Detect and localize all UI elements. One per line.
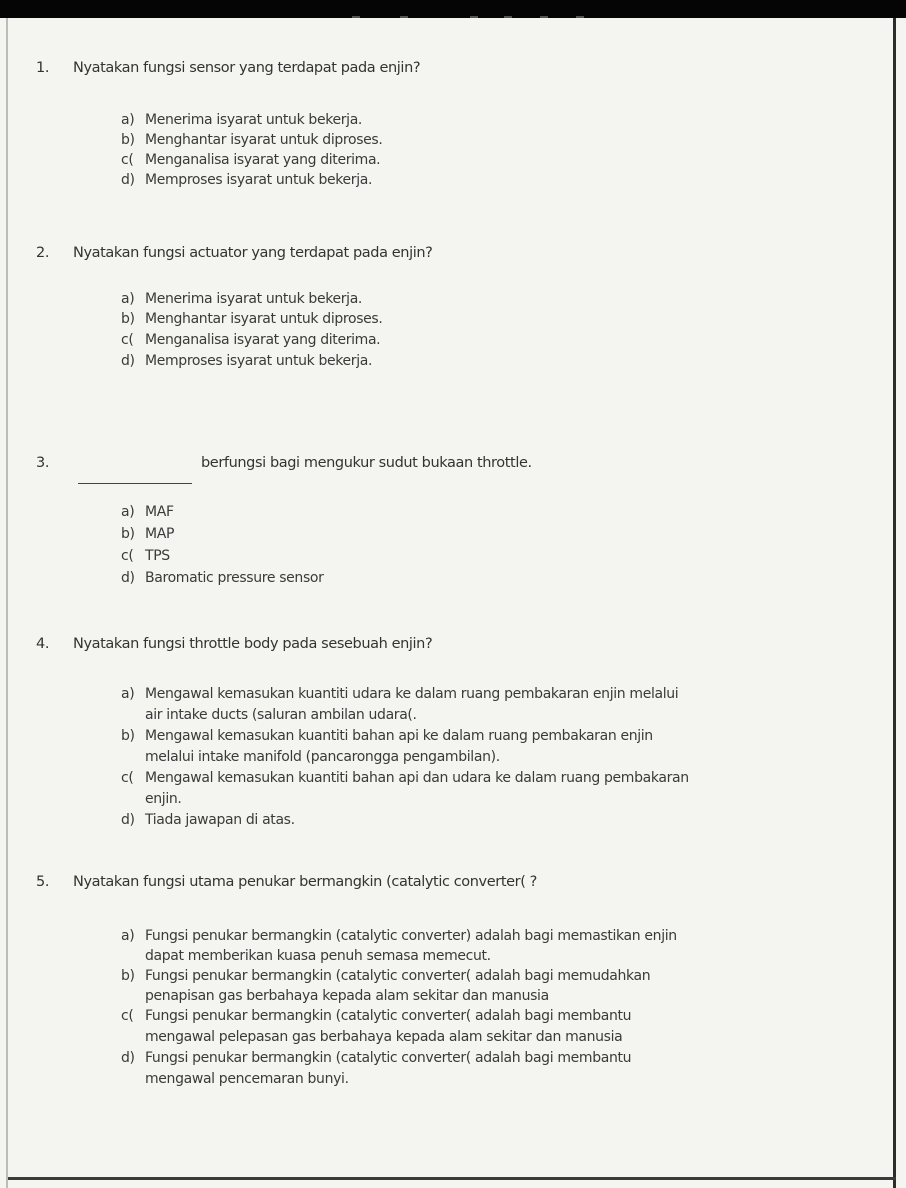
option-letter: a) <box>121 291 135 307</box>
option-letter: c( <box>121 1008 134 1024</box>
option-text: Mengawal kemasukan kuantiti bahan api ke dalam ruang pembakaran enjin <box>145 728 653 744</box>
option-text: Menghantar isyarat untuk diproses. <box>145 311 383 327</box>
option-text: Menerima isyarat untuk bekerja. <box>145 291 363 307</box>
option-text-continued: dapat memberikan kuasa penuh semasa memecut. <box>145 948 491 964</box>
option-letter: c( <box>121 152 134 168</box>
right-margin <box>896 18 906 1188</box>
question-number: 2. <box>36 245 50 261</box>
option-text: Tiada jawapan di atas. <box>145 812 295 828</box>
option-text: Fungsi penukar bermangkin (catalytic converter( adalah bagi membantu <box>145 1008 632 1024</box>
option-letter: b) <box>121 132 135 148</box>
option-text: Fungsi penukar bermangkin (catalytic converter( adalah bagi memudahkan <box>145 968 651 984</box>
top-black-edge <box>0 0 906 18</box>
top-dash-mark <box>576 16 584 18</box>
option-text: Baromatic pressure sensor <box>145 570 324 586</box>
question-text: Nyatakan fungsi utama penukar bermangkin (catalytic converter( ? <box>73 874 537 890</box>
option-text: Menganalisa isyarat yang diterima. <box>145 152 381 168</box>
option-text: MAF <box>145 504 174 520</box>
option-letter: c( <box>121 548 134 564</box>
option-letter: d) <box>121 812 135 828</box>
question-number: 4. <box>36 636 50 652</box>
option-text-continued: melalui intake manifold (pancarongga pengambilan). <box>145 749 500 765</box>
option-text: Mengawal kemasukan kuantiti udara ke dalam ruang pembakaran enjin melalui <box>145 686 679 702</box>
option-letter: a) <box>121 112 135 128</box>
option-text-continued: enjin. <box>145 791 182 807</box>
question-number: 1. <box>36 60 50 76</box>
option-letter: d) <box>121 570 135 586</box>
option-text: Menerima isyarat untuk bekerja. <box>145 112 363 128</box>
option-text: Memproses isyarat untuk bekerja. <box>145 353 373 369</box>
option-text-continued: mengawal pelepasan gas berbahaya kepada alam sekitar dan manusia <box>145 1029 623 1045</box>
option-letter: b) <box>121 728 135 744</box>
option-letter: b) <box>121 526 135 542</box>
top-dash-mark <box>400 16 408 18</box>
top-dash-mark <box>504 16 512 18</box>
option-text: MAP <box>145 526 175 542</box>
option-letter: c( <box>121 332 134 348</box>
option-letter: a) <box>121 686 135 702</box>
question-text: Nyatakan fungsi actuator yang terdapat pada enjin? <box>73 245 433 261</box>
question-text: Nyatakan fungsi sensor yang terdapat pada enjin? <box>73 60 421 76</box>
answer-blank-line <box>78 483 192 484</box>
option-letter: b) <box>121 311 135 327</box>
option-text-continued: air intake ducts (saluran ambilan udara(. <box>145 707 417 723</box>
option-text: TPS <box>145 548 170 564</box>
option-text: Fungsi penukar bermangkin (catalytic converter) adalah bagi memastikan enjin <box>145 928 677 944</box>
option-letter: a) <box>121 504 135 520</box>
option-text: Fungsi penukar bermangkin (catalytic converter( adalah bagi membantu <box>145 1050 632 1066</box>
option-text: Memproses isyarat untuk bekerja. <box>145 172 373 188</box>
top-dash-mark <box>540 16 548 18</box>
question-number: 5. <box>36 874 50 890</box>
option-letter: d) <box>121 172 135 188</box>
bottom-border-line <box>8 1177 896 1180</box>
option-text: Mengawal kemasukan kuantiti bahan api dan udara ke dalam ruang pembakaran <box>145 770 689 786</box>
option-text-continued: mengawal pencemaran bunyi. <box>145 1071 349 1087</box>
question-number: 3. <box>36 455 50 471</box>
option-text: Menghantar isyarat untuk diproses. <box>145 132 383 148</box>
option-text: Menganalisa isyarat yang diterima. <box>145 332 381 348</box>
left-page-edge <box>6 18 8 1188</box>
option-letter: d) <box>121 353 135 369</box>
question-text: Nyatakan fungsi throttle body pada sesebuah enjin? <box>73 636 433 652</box>
option-letter: d) <box>121 1050 135 1066</box>
option-letter: b) <box>121 968 135 984</box>
top-dash-mark <box>352 16 360 18</box>
top-dash-mark <box>470 16 478 18</box>
option-text-continued: penapisan gas berbahaya kepada alam sekitar dan manusia <box>145 988 549 1004</box>
option-letter: a) <box>121 928 135 944</box>
question-text: berfungsi bagi mengukur sudut bukaan throttle. <box>201 455 532 471</box>
option-letter: c( <box>121 770 134 786</box>
